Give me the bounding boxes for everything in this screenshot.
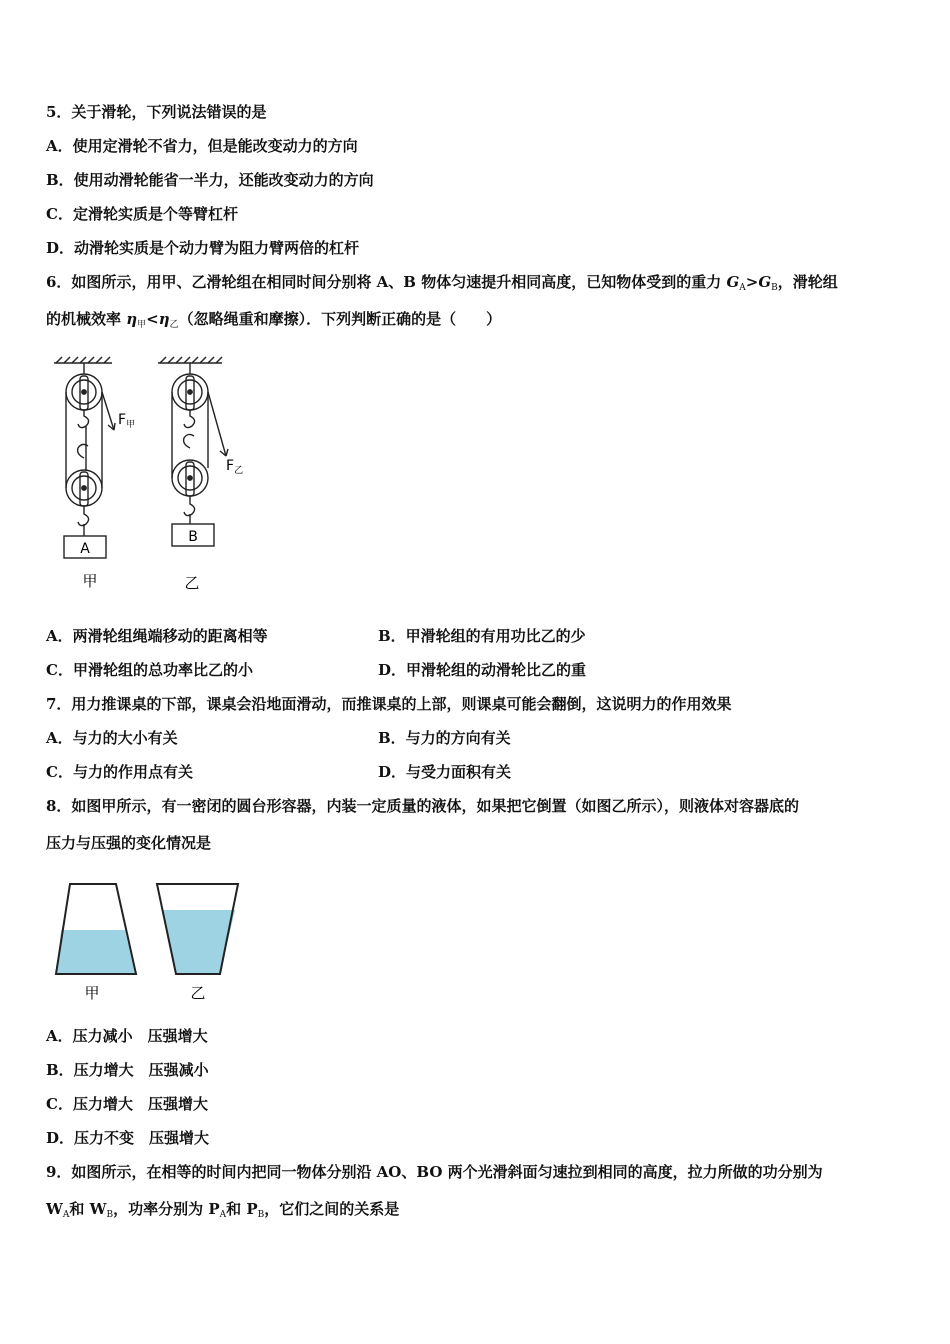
liquid-jia bbox=[57, 930, 135, 974]
q8-option-a: A．压力减小 压强增大 bbox=[46, 1027, 208, 1045]
q5-stem: 5．关于滑轮，下列说法错误的是 bbox=[46, 103, 267, 121]
pulley-figure bbox=[40, 348, 270, 598]
caption-container-yi: 乙 bbox=[190, 984, 206, 1002]
q9-tail: ，它们之间的关系是 bbox=[264, 1200, 400, 1218]
caption-yi: 乙 bbox=[184, 574, 200, 592]
q6-option-d: D．甲滑轮组的动滑轮比乙的重 bbox=[378, 661, 587, 679]
q8-option-c: C．压力增大 压强增大 bbox=[46, 1095, 208, 1113]
q9-mid: ，功率分别为 bbox=[113, 1200, 209, 1218]
q6-eta1: η bbox=[126, 310, 138, 328]
q6-eta1-sub: 甲 bbox=[137, 320, 147, 330]
hook-left-bottom bbox=[78, 506, 89, 526]
label-f-yi: $F_乙$ bbox=[226, 458, 244, 476]
q9-stem-line1: 9．如图所示，在相等的时间内把同一物体分别沿 AO、BO 两个光滑斜面匀速拉到相同的高度，拉力所做的功分别为 bbox=[46, 1163, 823, 1181]
q9-wa-sub: A bbox=[62, 1210, 70, 1220]
rope-left-pull bbox=[102, 392, 114, 430]
q6-option-c: C．甲滑轮组的总功率比乙的小 bbox=[46, 661, 253, 679]
q6-stem-line1 bbox=[46, 272, 838, 298]
q6-gb: G bbox=[758, 273, 772, 291]
q6-option-a: A．两滑轮组绳端移动的距离相等 bbox=[46, 627, 268, 645]
caption-container-jia: 甲 bbox=[84, 984, 100, 1002]
hook-right-top bbox=[184, 410, 195, 428]
q9-pb: P bbox=[246, 1200, 258, 1218]
q8-stem-line1: 8．如图甲所示，有一密闭的圆台形容器，内装一定质量的液体，如果把它倒置（如图乙所示），则液体对容器底的 bbox=[46, 797, 799, 815]
q6-option-b: B．甲滑轮组的有用功比乙的少 bbox=[378, 627, 586, 645]
q9-and2: 和 bbox=[226, 1200, 247, 1218]
q5-option-c: C．定滑轮实质是个等臂杠杆 bbox=[46, 205, 238, 223]
label-f-jia: $F_甲$ bbox=[118, 412, 136, 430]
q9-wa: W bbox=[46, 1200, 63, 1218]
label-block-b: B bbox=[188, 529, 198, 545]
q5-option-b: B．使用动滑轮能省一半力，还能改变动力的方向 bbox=[46, 171, 374, 189]
q6-stem-text-c: 的机械效率 bbox=[46, 310, 127, 328]
q6-ga-sub: A bbox=[739, 283, 746, 293]
hook-left-top bbox=[78, 410, 89, 428]
q9-pa-sub: A bbox=[219, 1210, 227, 1220]
q6-eta2: η bbox=[158, 310, 170, 328]
q7-option-d: D．与受力面积有关 bbox=[378, 763, 512, 781]
hook-right-mid bbox=[184, 434, 194, 448]
q7-option-b: B．与力的方向有关 bbox=[378, 729, 511, 747]
q6-gb-sub: B bbox=[771, 283, 778, 293]
q7-option-c: C．与力的作用点有关 bbox=[46, 763, 193, 781]
q6-stem-line2 bbox=[46, 309, 501, 335]
q5-option-a: A．使用定滑轮不省力，但是能改变动力的方向 bbox=[46, 137, 358, 155]
q9-wb-sub: B bbox=[106, 1210, 114, 1220]
q6-stem-text-d: （忽略绳重和摩擦）．下列判断正确的是（ ） bbox=[178, 310, 502, 328]
q6-ga: G bbox=[726, 273, 740, 291]
q8-option-d: D．压力不变 压强增大 bbox=[46, 1129, 210, 1147]
label-block-a: A bbox=[80, 541, 90, 557]
container-figure bbox=[50, 878, 250, 1006]
q6-gt: > bbox=[745, 273, 759, 291]
rope-right-pull bbox=[208, 392, 226, 456]
caption-jia: 甲 bbox=[82, 572, 98, 590]
q5-option-d: D．动滑轮实质是个动力臂为阻力臂两倍的杠杆 bbox=[46, 239, 360, 257]
q6-lt: < bbox=[146, 310, 159, 328]
q8-stem-line2: 压力与压强的变化情况是 bbox=[46, 834, 212, 852]
q6-eta2-sub: 乙 bbox=[169, 320, 179, 330]
q7-option-a: A．与力的大小有关 bbox=[46, 729, 178, 747]
q6-stem-text-b: ，滑轮组 bbox=[777, 273, 838, 291]
q9-stem-line2 bbox=[46, 1199, 399, 1225]
q9-and1: 和 bbox=[69, 1200, 90, 1218]
q9-pa: P bbox=[208, 1200, 220, 1218]
hook-right-bottom bbox=[184, 496, 195, 516]
q7-stem: 7．用力推课桌的下部，课桌会沿地面滑动，而推课桌的上部，则课桌可能会翻倒，这说明力的作用效果 bbox=[46, 695, 732, 713]
q6-stem-text-a: 6．如图所示，用甲、乙滑轮组在相同时间分别将 A、B 物体匀速提升相同高度，已知物体受到的重力 bbox=[46, 273, 727, 291]
q8-option-b: B．压力增大 压强减小 bbox=[46, 1061, 209, 1079]
ceiling-hatch-right bbox=[160, 357, 222, 363]
q9-pb-sub: B bbox=[257, 1210, 265, 1220]
q9-wb: W bbox=[89, 1200, 107, 1218]
ceiling-hatch-left bbox=[56, 357, 110, 363]
